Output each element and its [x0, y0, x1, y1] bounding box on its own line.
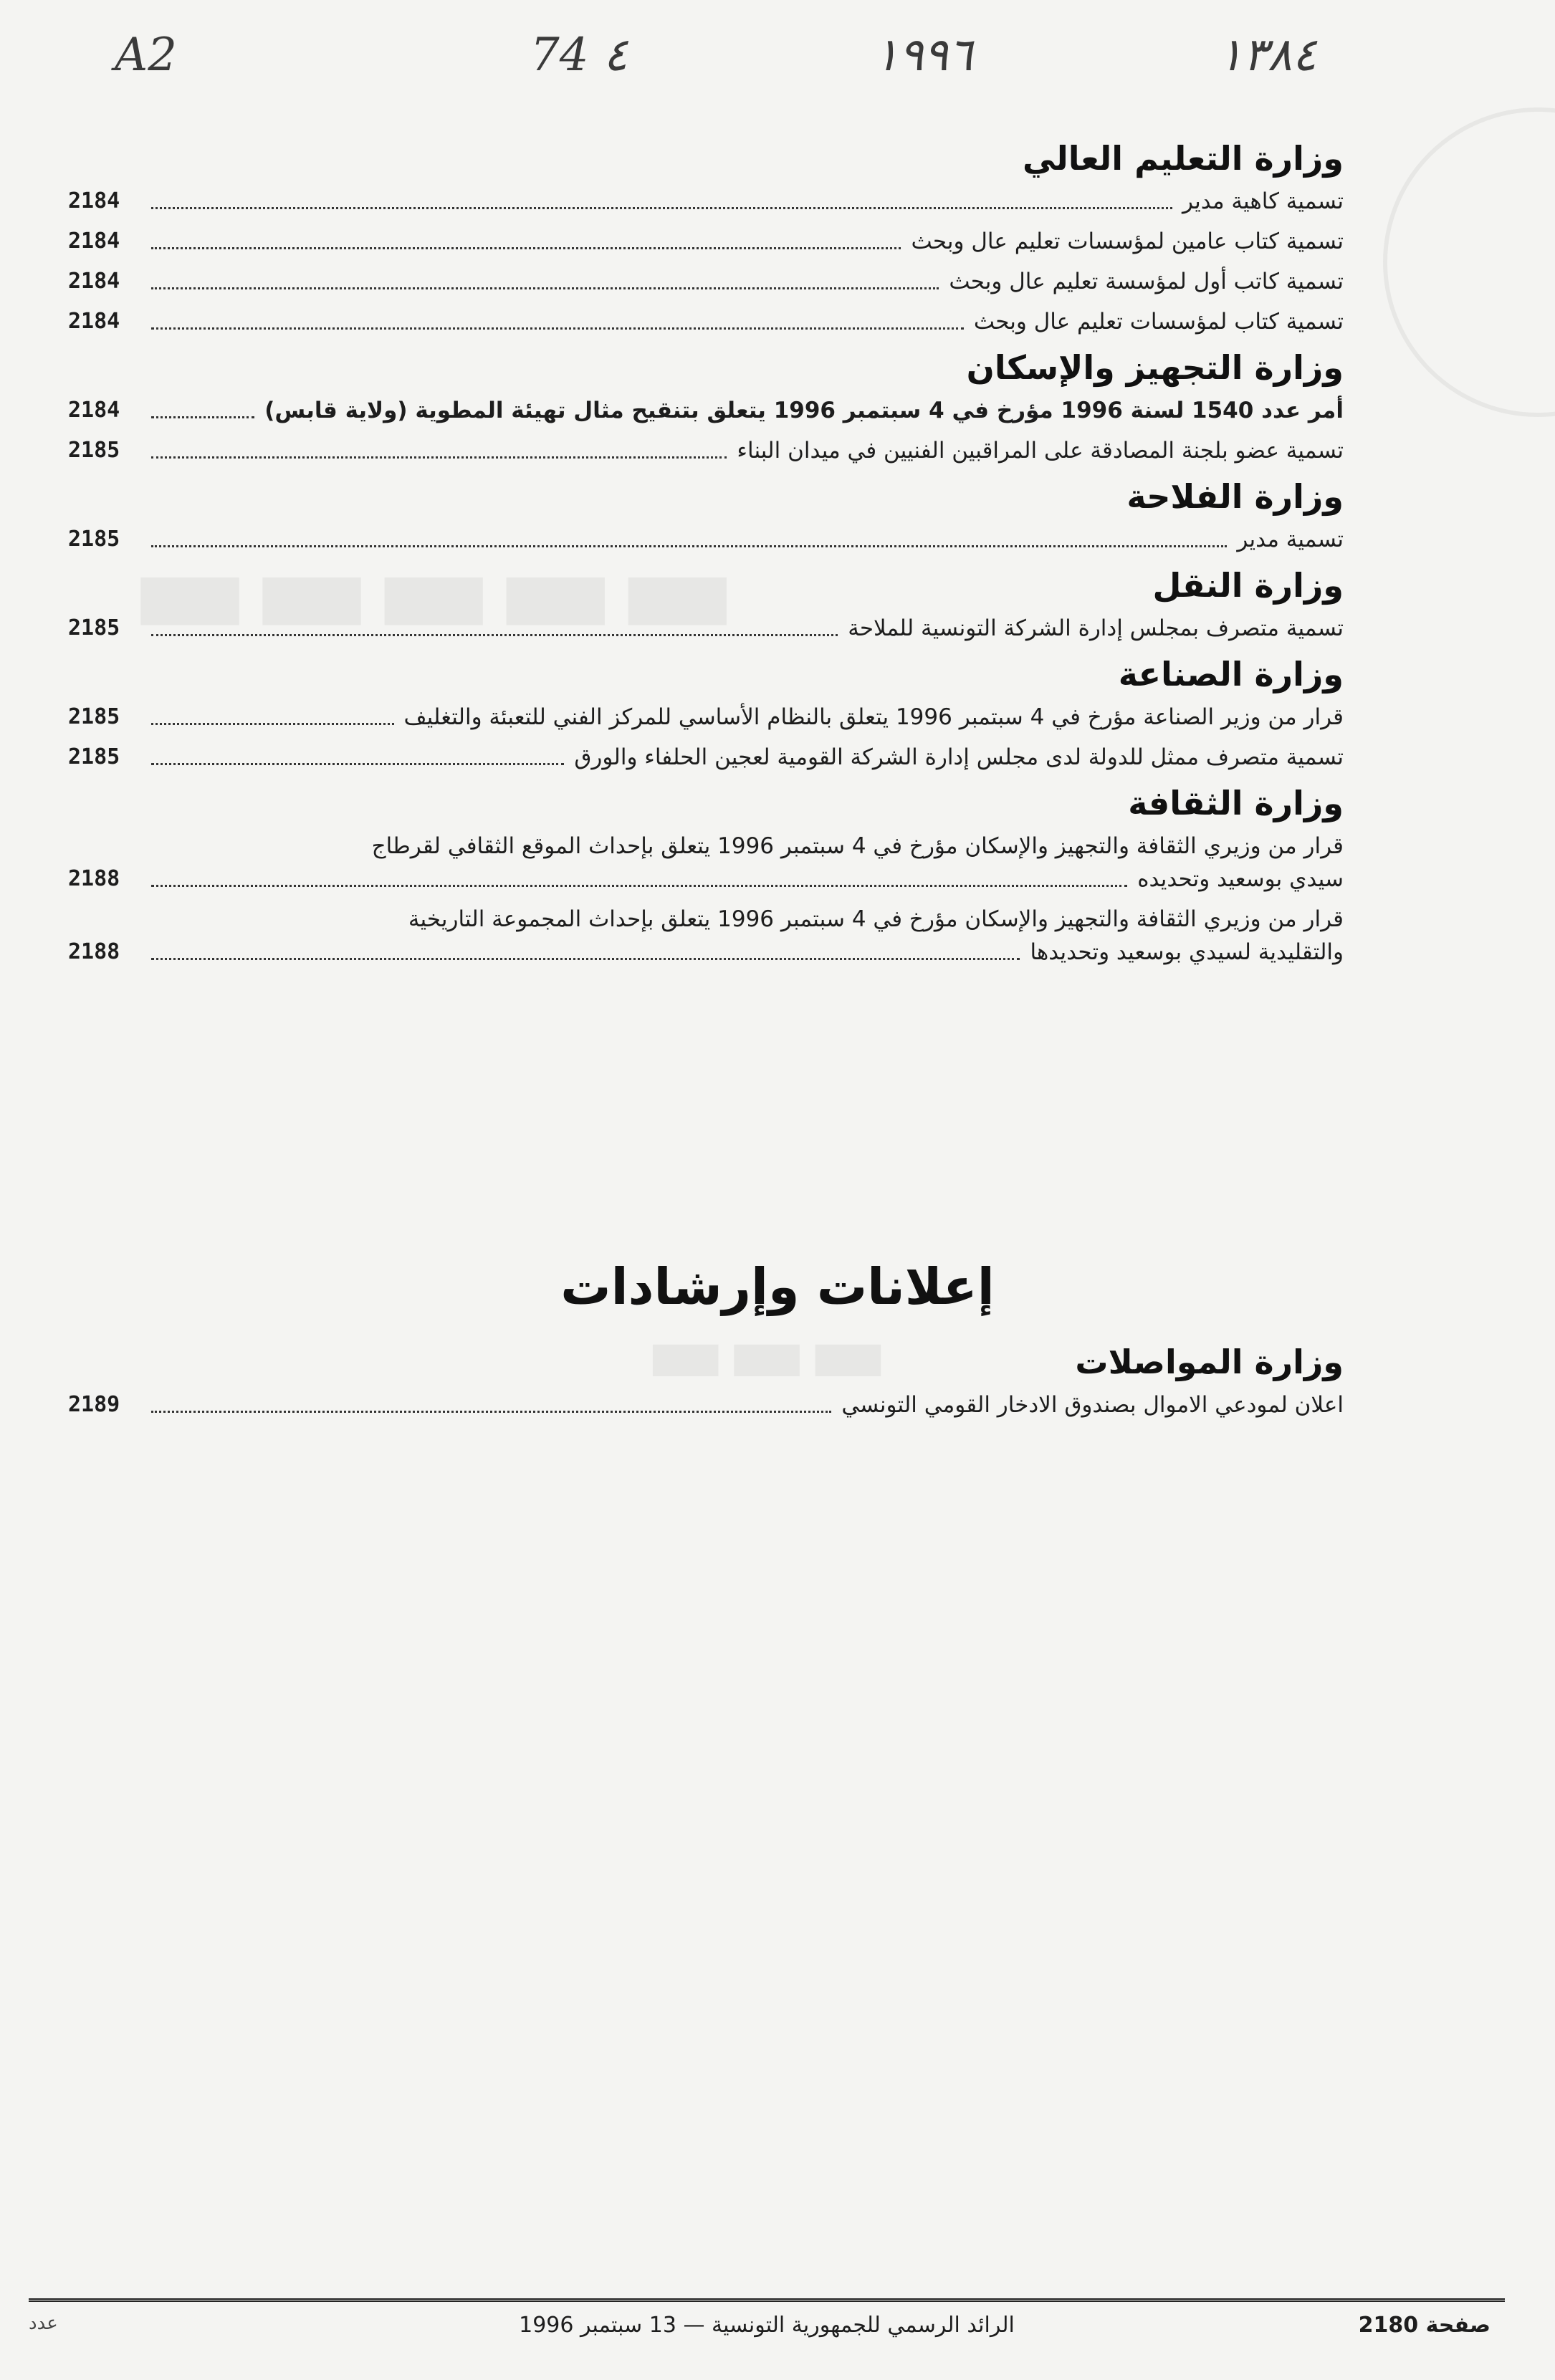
leader-dots: [151, 958, 1020, 960]
entry-title: سيدي بوسعيد وتحديده: [1137, 866, 1344, 892]
section-heading: وزارة المواصلات: [1075, 1343, 1344, 1381]
journal-title: الرائد الرسمي للجمهورية التونسية — 13 سبتمبر 1996: [519, 2313, 1015, 2338]
section-heading: وزارة الصناعة: [1118, 655, 1344, 694]
entry-title: تسمية كاتب أول لمؤسسة تعليم عال وبحث: [949, 269, 1344, 294]
entry-page: 2184: [68, 269, 120, 294]
leader-dots: [151, 416, 254, 418]
entry-page: 2184: [68, 398, 120, 423]
toc-entry[interactable]: [68, 741, 1344, 774]
toc-entry[interactable]: [68, 394, 1344, 427]
entry-page: 2185: [68, 615, 120, 640]
leader-dots: [151, 287, 939, 289]
leader-dots: [151, 456, 727, 459]
page-footer: [29, 2313, 1505, 2348]
footer-rule: [29, 2298, 1505, 2302]
entry-page: 2184: [68, 229, 120, 254]
leader-dots: [151, 885, 1127, 887]
section-transport: [68, 566, 1344, 645]
handwritten-note-3: ١٩٩٦: [874, 29, 973, 82]
section-agriculture: [68, 477, 1344, 556]
leader-dots: [151, 723, 394, 725]
section-heading: وزارة الثقافة: [1128, 784, 1344, 822]
entry-page: 2188: [68, 866, 120, 891]
entry-page: 2184: [68, 309, 120, 334]
entry-title: أمر عدد 1540 لسنة 1996 مؤرخ في 4 سبتمبر 1996 يتعلق بتنقيح مثال تهيئة المطوية (ولاية قابس): [264, 398, 1344, 423]
toc-entry[interactable]: [68, 523, 1344, 556]
toc-entry[interactable]: [68, 830, 1344, 896]
toc-entry[interactable]: [68, 265, 1344, 298]
entry-title: تسمية عضو بلجنة المصادقة على المراقبين الفنيين في ميدان البناء: [737, 438, 1344, 464]
section-equipment-housing: [68, 348, 1344, 467]
announcements-contents: [68, 1333, 1344, 1429]
toc-entry[interactable]: [68, 1388, 1344, 1421]
entry-page: 2185: [68, 438, 120, 463]
toc-entry[interactable]: [68, 612, 1344, 645]
toc-entry[interactable]: [68, 701, 1344, 734]
entry-page: 2185: [68, 704, 120, 729]
section-heading: وزارة التعليم العالي: [1022, 139, 1344, 178]
stamp-bleed: [1383, 107, 1555, 417]
announcements-heading: إعلانات وإرشادات: [560, 1257, 995, 1316]
leader-dots: [151, 634, 838, 636]
entry-title-line1: قرار من وزيري الثقافة والتجهيز والإسكان مؤرخ في 4 سبتمبر 1996 يتعلق بإحداث المجموعة التاريخية: [408, 906, 1344, 932]
bleed-through-text-2: ▬▬▬: [645, 1304, 889, 1403]
leader-dots: [151, 327, 964, 330]
entry-page: 2188: [68, 939, 120, 964]
entry-title: تسمية كاهية مدير: [1182, 188, 1344, 214]
entry-title: تسمية كتاب عامين لمؤسسات تعليم عال وبحث: [911, 229, 1344, 254]
section-heading: وزارة الفلاحة: [1126, 477, 1344, 516]
leader-dots: [151, 1411, 831, 1413]
toc-entry[interactable]: [68, 434, 1344, 467]
section-higher-education: [68, 139, 1344, 338]
section-heading: وزارة النقل: [1152, 566, 1344, 605]
entry-title: تسمية متصرف ممثل للدولة لدى مجلس إدارة الشركة القومية لعجين الحلفاء والورق: [574, 744, 1344, 770]
handwritten-note-2: 74 ٤: [530, 29, 628, 82]
handwritten-note-1: A2: [115, 29, 177, 82]
edge-fragment: عدد: [29, 2313, 58, 2334]
entry-title: والتقليدية لسيدي بوسعيد وتحديدها: [1030, 939, 1344, 965]
entry-title: قرار من وزير الصناعة مؤرخ في 4 سبتمبر 1996 يتعلق بالنظام الأساسي للمركز الفني للتعبئة والتغليف: [403, 704, 1344, 730]
toc-entry[interactable]: [68, 185, 1344, 218]
section-industry: [68, 655, 1344, 774]
handwritten-note-4: ١٣٨٤: [1218, 29, 1317, 82]
entry-page: 2185: [68, 744, 120, 769]
entry-title: اعلان لمودعي الاموال بصندوق الادخار القومي التونسي: [841, 1392, 1344, 1418]
page-number: صفحة 2180: [1358, 2313, 1491, 2338]
table-of-contents: [68, 129, 1344, 979]
leader-dots: [151, 763, 564, 765]
leader-dots: [151, 545, 1227, 547]
section-culture: [68, 784, 1344, 969]
entry-page: 2185: [68, 527, 120, 552]
entry-title-line1: قرار من وزيري الثقافة والتجهيز والإسكان مؤرخ في 4 سبتمبر 1996 يتعلق بإحداث الموقع الثقافي لقرطاج: [371, 833, 1344, 859]
entry-page: 2189: [68, 1392, 120, 1417]
bleed-through-text: ▬▬▬▬▬: [129, 516, 739, 666]
toc-entry[interactable]: [68, 305, 1344, 338]
section-heading: وزارة التجهيز والإسكان: [966, 348, 1344, 387]
toc-entry[interactable]: [68, 225, 1344, 258]
entry-title: تسمية كتاب لمؤسسات تعليم عال وبحث: [973, 309, 1344, 335]
toc-entry[interactable]: [68, 903, 1344, 969]
leader-dots: [151, 247, 901, 249]
entry-page: 2184: [68, 188, 120, 213]
entry-title: تسمية متصرف بمجلس إدارة الشركة التونسية للملاحة: [848, 615, 1344, 641]
entry-title: تسمية مدير: [1237, 527, 1344, 552]
leader-dots: [151, 207, 1172, 209]
